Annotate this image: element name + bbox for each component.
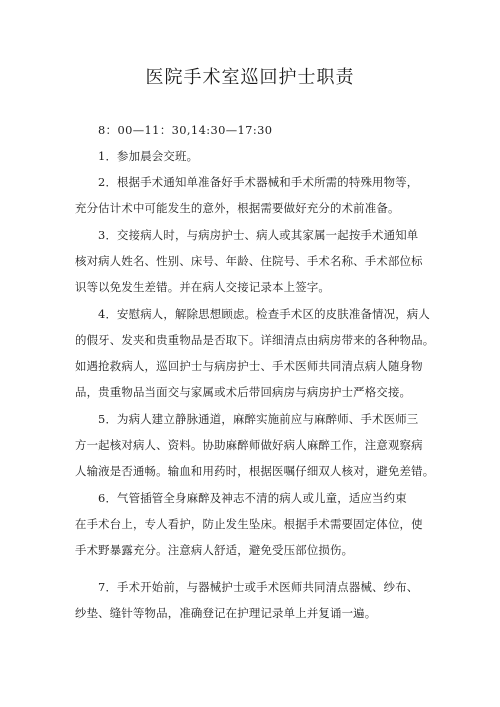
duty-item-6-line-1: 6．气管插管全身麻醉及神志不清的病人或儿童，适应当约束 xyxy=(98,491,407,505)
duty-item-2-line-1: 2．根据手术通知单准备好手术器械和手术所需的特殊用物等， xyxy=(98,175,419,189)
document-title: 医院手术室巡回护士职责 xyxy=(145,67,355,88)
duty-item-5-line-2: 方一起核对病人、资料。协助麻醉师做好病人麻醉工作，注意观察病 xyxy=(75,438,423,452)
duty-item-4-line-4: 品，贵重物品当面交与家属或术后带回病房与病房护士严格交接。 xyxy=(75,385,412,399)
duty-item-3-line-3: 识等以免发生差错。并在病人交接记录本上签字。 xyxy=(75,280,330,294)
duty-item-3-line-2: 核对病人姓名、性别、床号、年龄、住院号、手术名称、手术部位标 xyxy=(75,254,423,268)
duty-item-7-line-2: 纱垫、缝针等物品，准确登记在护理记录单上并复诵一遍。 xyxy=(75,606,377,620)
working-hours: 8：00—11：30,14:30—17:30 xyxy=(98,123,273,137)
duty-item-4-line-2: 的假牙、发夹和贵重物品是否取下。详细清点由病房带来的各种物品。 xyxy=(75,333,435,347)
duty-item-7-line-1: 7．手术开始前，与器械护士或手术医师共同清点器械、纱布、 xyxy=(98,580,419,594)
duty-item-5-line-1: 5．为病人建立静脉通道，麻醉实施前应与麻醉师、手术医师三 xyxy=(98,412,419,426)
duty-item-4-line-1: 4．安慰病人，解除思想顾虑。检查手术区的皮肤准备情况，病人 xyxy=(98,307,430,321)
duty-item-6-line-3: 手术野暴露充分。注意病人舒适，避免受压部位损伤。 xyxy=(75,543,354,557)
duty-item-1: 1．参加晨会交班。 xyxy=(98,149,199,163)
duty-item-3-line-1: 3．交接病人时，与病房护士、病人或其家属一起按手术通知单 xyxy=(98,228,419,242)
duty-item-4-line-3: 如遇抢救病人，巡回护士与病房护士、手术医师共同清点病人随身物 xyxy=(75,359,423,373)
duty-item-5-line-3: 人输液是否通畅。输血和用药时，根据医嘱仔细双人核对，避免差错。 xyxy=(75,464,435,478)
duty-item-2-line-2: 充分估计术中可能发生的意外，根据需要做好充分的术前准备。 xyxy=(75,201,400,215)
duty-item-6-line-2: 在手术台上，专人看护，防止发生坠床。根据手术需要固定体位，使 xyxy=(75,517,423,531)
